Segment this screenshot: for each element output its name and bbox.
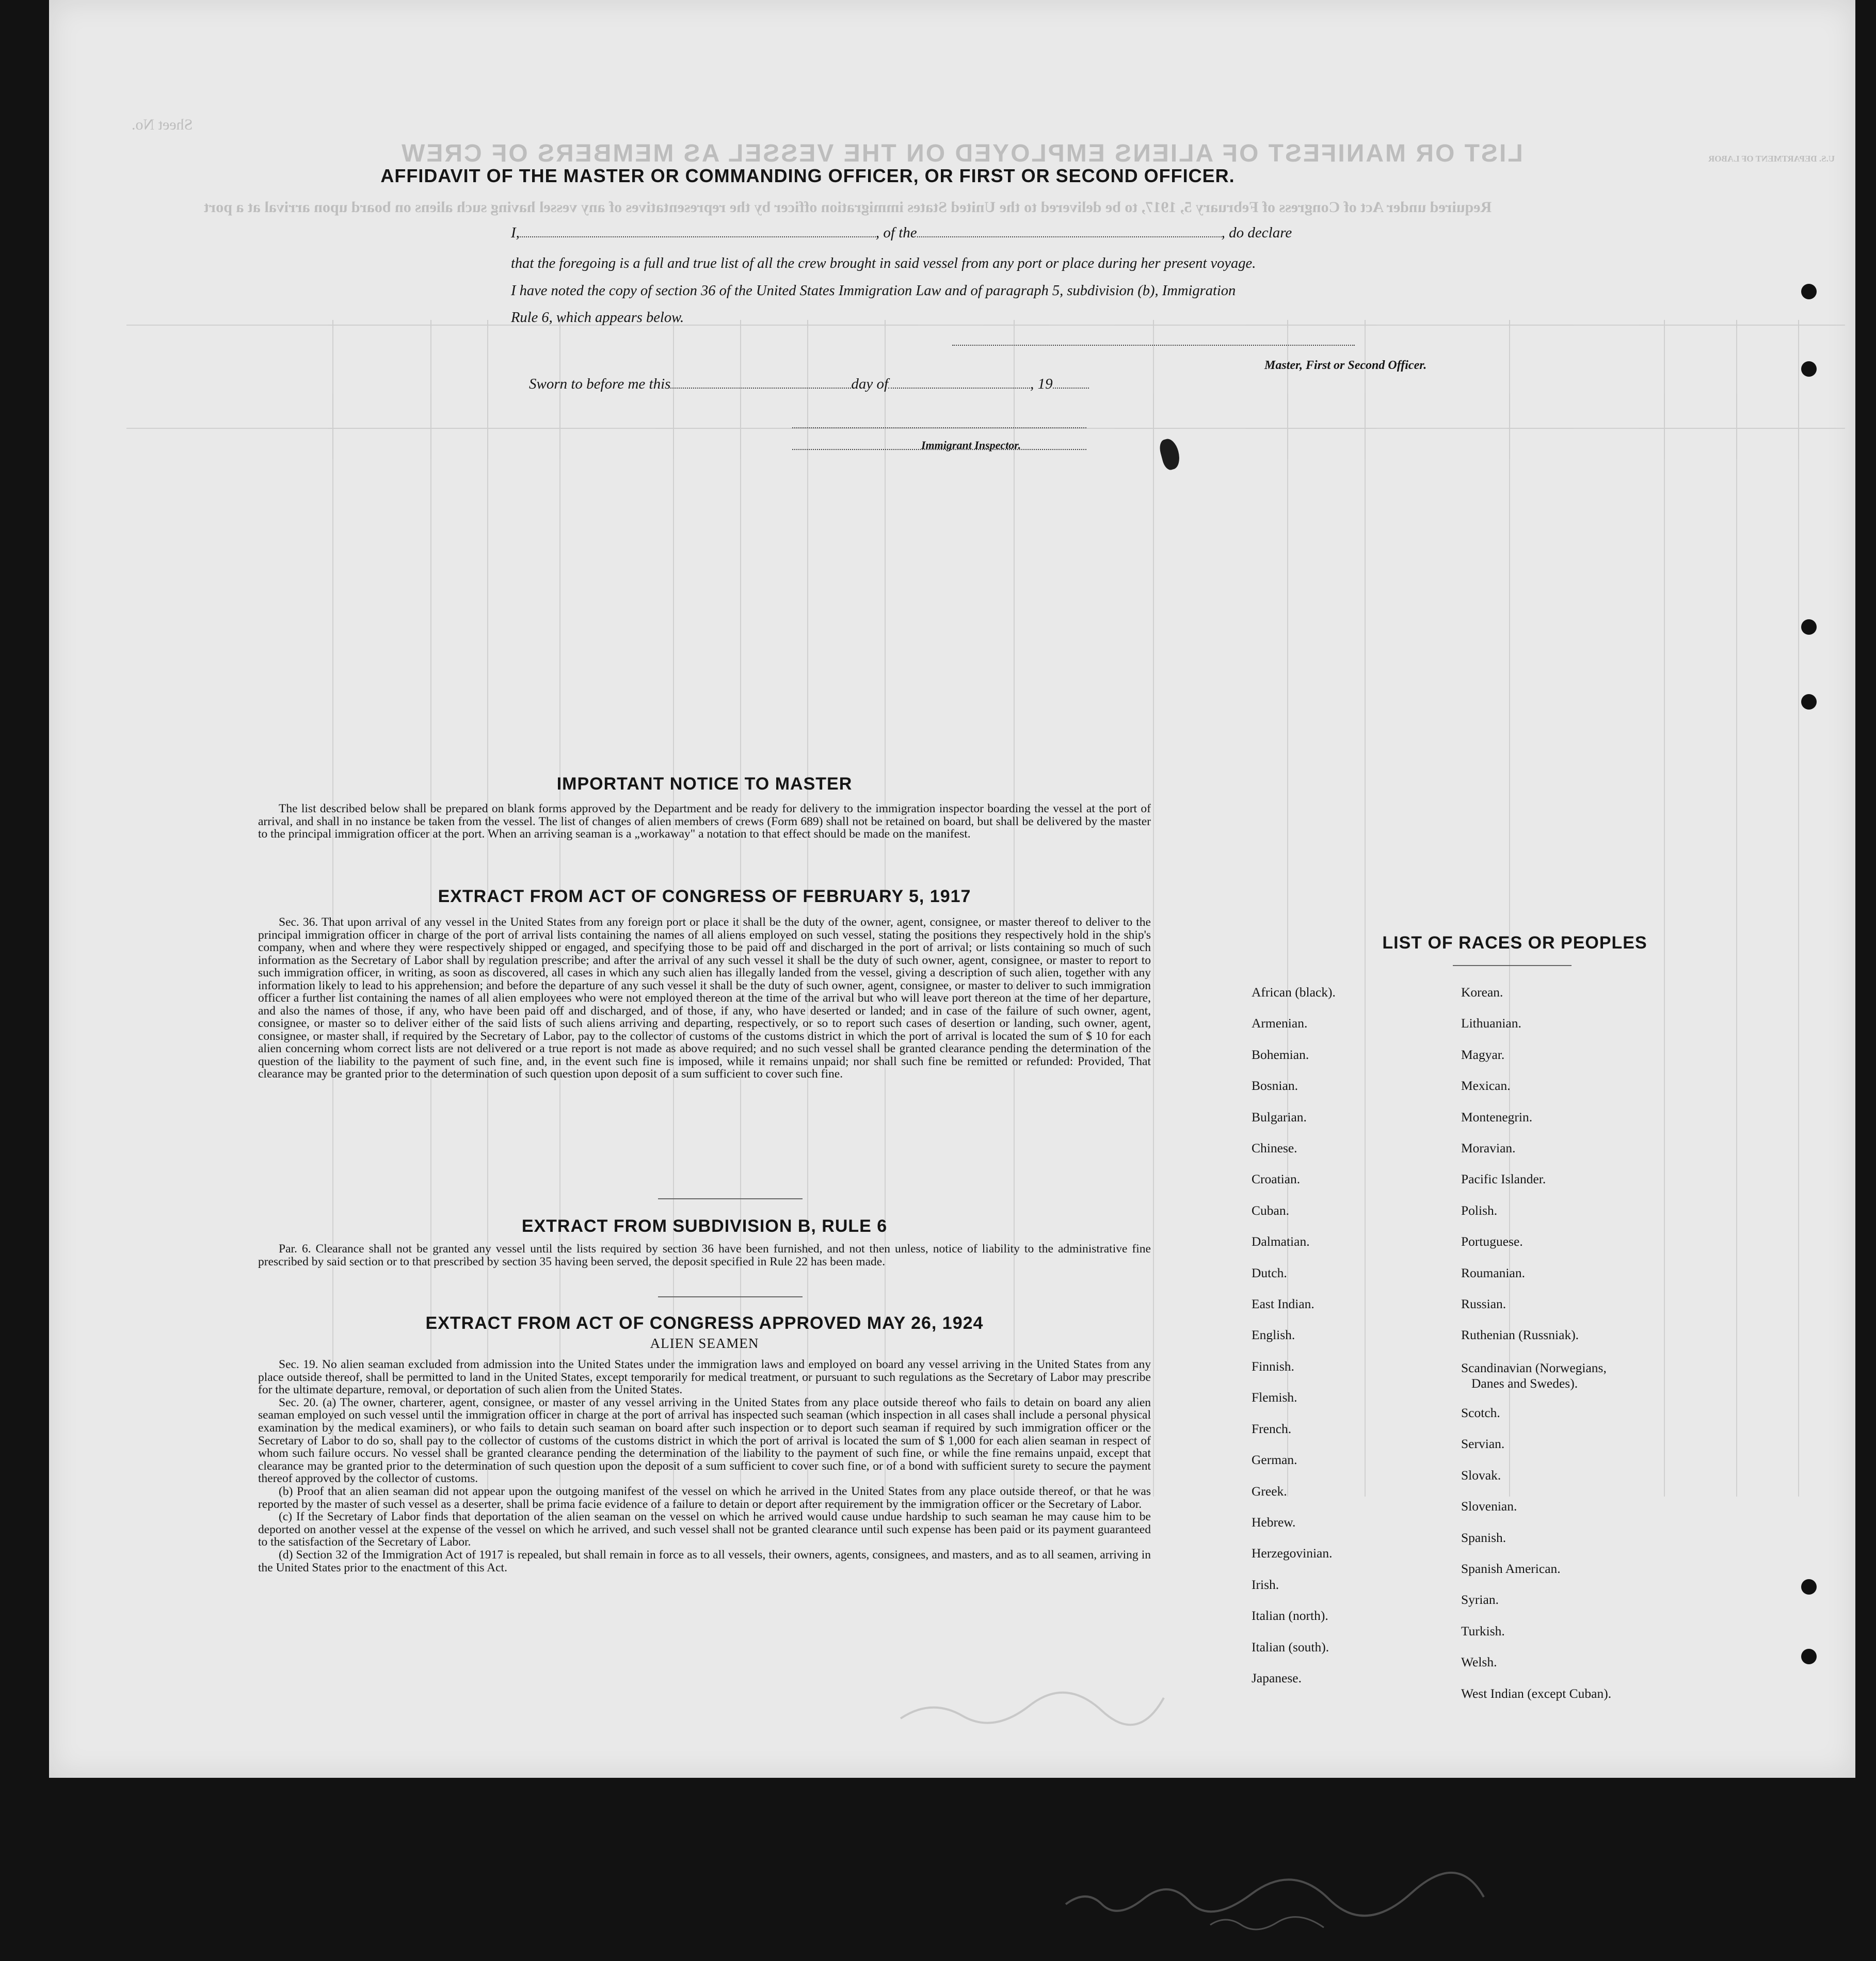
race-item: Portuguese. <box>1461 1234 1523 1249</box>
affidavit-line-2: that the foregoing is a full and true list of all the crew brought in said vessel from any port or place during her present voyage. <box>511 255 1256 271</box>
sworn-day-field[interactable] <box>670 388 851 389</box>
punch-hole <box>1801 284 1817 299</box>
race-item: Dutch. <box>1252 1265 1287 1280</box>
race-item: French. <box>1252 1421 1292 1436</box>
race-item: Scandinavian (Norwegians, <box>1461 1360 1607 1375</box>
races-list-right <box>1461 977 1611 1709</box>
race-item: Magyar. <box>1461 1047 1505 1062</box>
affidavit-title: AFFIDAVIT OF THE MASTER OR COMMANDING OFFICER, OR FIRST OR SECOND OFFICER. <box>380 165 1235 186</box>
master-name-field[interactable] <box>520 236 876 237</box>
punch-hole <box>1801 619 1817 635</box>
race-item: Lithuanian. <box>1461 1016 1521 1031</box>
divider-1 <box>658 1198 803 1199</box>
document-page <box>49 0 1855 1778</box>
races-title-underline <box>1453 965 1572 966</box>
race-item: Mexican. <box>1461 1078 1511 1094</box>
race-item: Italian (south). <box>1252 1639 1329 1654</box>
race-item: Spanish. <box>1461 1530 1506 1545</box>
extract-1924-text: Sec. 19. No alien seaman excluded from admission into the United States under the immigration laws and employed on board any vessel arriving in the United States from any place outside thereof, shall be permitted to land in the United States, except temporarily for medical treatment, or pursuant to such regulations as the Secretary of Labor may prescribe for the ultimate departure, removal, or deportation of such alien from the United States. Sec. 20. (a) The owner, charterer, agent, consignee, or master of any vessel arriving in the United States from any place outside thereof who fails to detain on board any alien seaman employed on such vessel until the immigration officer in charge at the port of arrival has inspected such seaman (which inspection in all cases shall include a personal physical examination by the medical examiners), or who fails to detain such seaman on board after such inspection or to deport such seaman if required by such immigration officer or the Secretary of Labor to do so, shall pay to the collector of customs of the customs district in which the port of arrival is located the sum of $ 1,000 for each alien seaman in respect of whom such failure occurs. No vessel shall be granted clearance pending the determination of the liability to the payment of such fine, or while the fine remains unpaid, except that clearance may be granted prior to the determination of such question upon the deposit of a sum sufficient to cover such fine, or of a bond with sufficient surety to secure the payment thereof approved by the collector of customs. (b) Proof that an alien seaman did not appear upon the outgoing manifest of the vessel on which he arrived in the United States from any place outside thereof, or that he was reported by the master of such vessel as a deserter, shall be prima facie evidence of a failure to detain or deport after requirement by the immigration officer or the Secretary of Labor. (c) If the Secretary of Labor finds that deportation of the alien seaman on the vessel on which he arrived would cause undue hardship to such seaman he may cause him to be deported on another vessel at the expense of the vessel on which he arrived, and such vessel shall not be granted clearance until such expense has been paid or its payment guaranteed to the satisfaction of the Secretary of Labor. (d) Section 32 of the Immigration Act of 1917 is repealed, but shall remain in force as to all vessels, their owners, agents, consignees, and masters, and as to all seamen, arriving in the United States prior to the enactment of this Act. <box>258 1358 1151 1574</box>
extract-1924-title: EXTRACT FROM ACT OF CONGRESS APPROVED MAY 26, 1924 <box>425 1313 984 1333</box>
race-item: Irish. <box>1252 1577 1279 1592</box>
bleed-through-required-line: Required under Act of Congress of February 5, 1917, to be delivered to the United States immigration officer by the representatives of any vessel having such aliens on board upon arrival at a port <box>204 199 1492 216</box>
race-item: English. <box>1252 1327 1295 1343</box>
extract-1917-title: EXTRACT FROM ACT OF CONGRESS OF FEBRUARY 5, 1917 <box>438 887 971 906</box>
race-item: Pacific Islander. <box>1461 1171 1546 1187</box>
race-item: Dalmatian. <box>1252 1234 1310 1249</box>
master-label: Master, First or Second Officer. <box>1264 359 1427 372</box>
race-item: Croatian. <box>1252 1171 1301 1187</box>
divider-2 <box>658 1296 803 1297</box>
race-item: Greek. <box>1252 1483 1287 1499</box>
race-item: Scotch. <box>1461 1405 1500 1420</box>
race-item: African (black). <box>1252 985 1336 1000</box>
race-item: Armenian. <box>1252 1016 1308 1031</box>
master-signature-line[interactable] <box>952 345 1355 346</box>
sworn-year-field[interactable] <box>1053 388 1089 389</box>
race-item: Slovak. <box>1461 1467 1501 1483</box>
race-item: Danes and Swedes). <box>1471 1375 1578 1391</box>
punch-hole <box>1801 361 1817 377</box>
race-item: Bohemian. <box>1252 1047 1309 1062</box>
notice-title: IMPORTANT NOTICE TO MASTER <box>556 774 853 794</box>
race-item: Polish. <box>1461 1202 1498 1218</box>
race-item: Spanish American. <box>1461 1561 1561 1576</box>
race-item: Ruthenian (Russniak). <box>1461 1327 1579 1343</box>
sworn-line: Sworn to before me this day of , 19 <box>529 376 1089 393</box>
bleed-through-sheet-no: Sheet No. <box>132 116 193 133</box>
affidavit-line-1: I, , of the , do declare <box>511 224 1292 241</box>
race-item: East Indian. <box>1252 1296 1314 1312</box>
race-item: Flemish. <box>1252 1390 1297 1405</box>
inspector-label: Immigrant Inspector. <box>921 439 1021 452</box>
race-item: Welsh. <box>1461 1654 1497 1670</box>
race-item: Korean. <box>1461 985 1503 1000</box>
race-item: Servian. <box>1461 1436 1505 1452</box>
punch-hole <box>1801 1579 1817 1595</box>
race-item: Montenegrin. <box>1461 1109 1533 1124</box>
race-item: Roumanian. <box>1461 1265 1525 1280</box>
race-item: Chinese. <box>1252 1140 1297 1156</box>
extract-1917-text: Sec. 36. That upon arrival of any vessel in the United States from any foreign port or place it shall be the duty of the owner, agent, consignee, or master thereof to deliver to the principal immigration officer in charge of the port of arrival lists containing the names of all aliens employed on such vessel, stating the positions they respectively hold in the ship's company, when and where they were respectively shipped or engaged, and specifying those to be paid off and discharged in the port of arrival; or lists containing so much of such information as the Secretary of Labor shall by regulation prescribe; and after the arrival of any such vessel it shall be the duty of such owner, agent, consignee, or master to report to such immigration officer, in writing, as soon as discovered, all cases in which any such alien has illegally landed from the vessel, giving a description of such alien, together with any information likely to lead to his apprehension; and before the departure of any such vessel it shall be the duty of such owner, agent, consignee, or master to deliver to such immigration officer a further list containing the names of all alien employees who were not employed thereon at the time of the arrival but who will leave port thereon at the time of her departure, and also the names of those, if any, who have been paid off and discharged, and of those, if any, who have deserted or landed; and in case of the failure of such owner, agent, consignee, or master so to deliver either of the said lists of such aliens arriving and departing, respectively, or so to report such cases of desertion or landing, such owner, agent, consignee, or master shall, if required by the Secretary of Labor, pay to the collector of customs of the customs district in which the port of arrival is located the sum of $ 10 for each alien concerning whom correct lists are not delivered or a true report is not made as above required; and no such vessel shall be granted clearance pending the determination of the question of the liability to the payment of such fine, and, in the event such fine is imposed, while it remains unpaid; nor shall such fine be remitted or refunded: Provided, That clearance may be granted prior to the determination of such question upon deposit of a sum sufficient to cover such fine. <box>258 915 1151 1081</box>
extract-1924-subtitle: ALIEN SEAMEN <box>650 1336 759 1351</box>
punch-hole <box>1801 1649 1817 1664</box>
race-item: Russian. <box>1461 1296 1506 1312</box>
race-item: German. <box>1252 1452 1297 1468</box>
affidavit-line-4: Rule 6, which appears below. <box>511 310 684 326</box>
race-item: Herzegovinian. <box>1252 1546 1333 1561</box>
race-item: West Indian (except Cuban). <box>1461 1685 1612 1701</box>
race-item: Italian (north). <box>1252 1608 1328 1624</box>
race-item: Syrian. <box>1461 1592 1499 1608</box>
race-item: Finnish. <box>1252 1358 1294 1374</box>
race-item: Bulgarian. <box>1252 1109 1307 1124</box>
race-item: Hebrew. <box>1252 1514 1296 1530</box>
race-item: Japanese. <box>1252 1670 1302 1685</box>
inspector-signature-line-top <box>792 427 1086 428</box>
affidavit-line-3: I have noted the copy of section 36 of the United States Immigration Law and of paragraph 5, subdivision (b), Immigration <box>511 283 1236 299</box>
sworn-month-field[interactable] <box>888 388 1030 389</box>
races-list-left <box>1252 977 1336 1694</box>
extract-rule6-text: Par. 6. Clearance shall not be granted any vessel until the lists required by section 36 have been furnished, and not then unless, notice of liability to the administrative fine prescribed by said section or to that prescribed by section 35 having been served, the deposit specified in Rule 22 has been made. <box>258 1242 1151 1268</box>
vessel-name-field[interactable] <box>917 236 1222 237</box>
bleed-through-us-department: U.S. DEPARTMENT OF LABOR <box>1708 154 1835 164</box>
races-title: LIST OF RACES OR PEOPLES <box>1382 933 1647 953</box>
race-item: Turkish. <box>1461 1623 1505 1638</box>
race-item: Cuban. <box>1252 1202 1289 1218</box>
bleed-through-manifest-title: LIST OR MANIFEST OF ALIENS EMPLOYED ON THE VESSEL AS MEMBERS OF CREW <box>400 140 1523 167</box>
notice-text: The list described below shall be prepared on blank forms approved by the Department and be ready for delivery to the immigration inspector boarding the vessel at the port of arrival, and shall in no instance be taken from the vessel. The list of changes of alien members of crews (Form 689) shall not be retained on board, but shall be delivered by the master to the principal immigration officer at the port. When an arriving seaman is a „workaway" a notation to that effect should be made on the manifest. <box>258 802 1151 841</box>
race-item: Bosnian. <box>1252 1078 1298 1094</box>
race-item: Slovenian. <box>1461 1499 1517 1514</box>
race-item: Moravian. <box>1461 1140 1516 1156</box>
punch-hole <box>1801 694 1817 710</box>
extract-rule6-title: EXTRACT FROM SUBDIVISION B, RULE 6 <box>521 1216 888 1236</box>
